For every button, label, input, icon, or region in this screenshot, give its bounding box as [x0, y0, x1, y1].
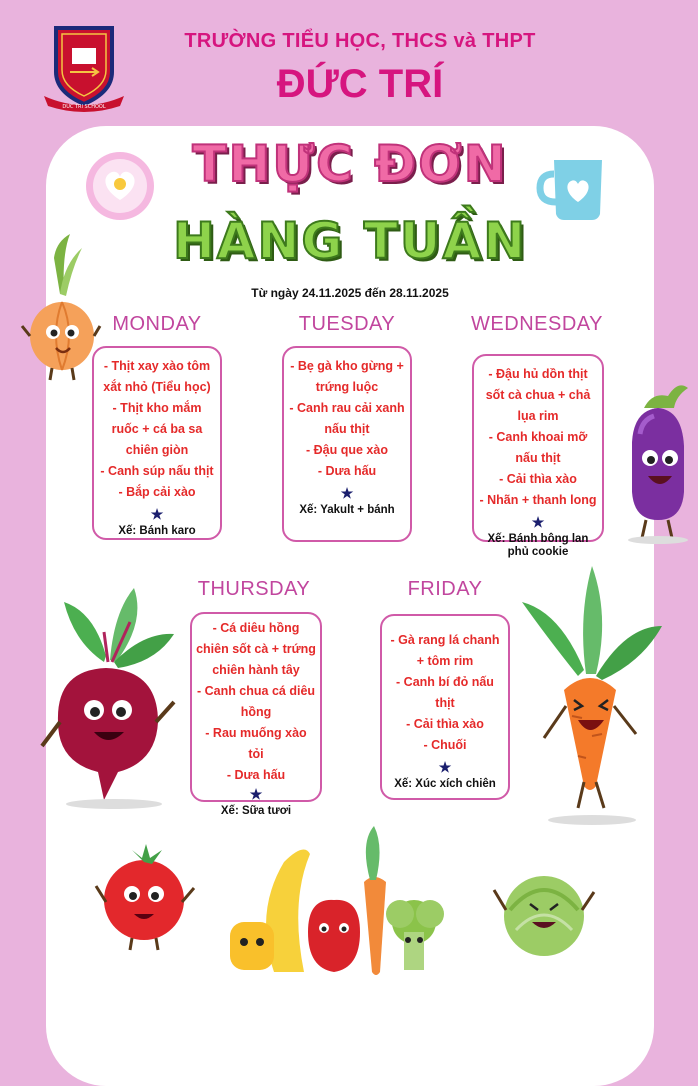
school-line: TRƯỜNG TIỂU HỌC, THCS và THPT — [184, 30, 536, 52]
fruits-group-characters — [224, 822, 474, 982]
day-label-tuesday: TUESDAY — [298, 313, 396, 335]
menu-item: - Canh rau cải xanh nấu thịt — [289, 401, 405, 436]
day-label-friday: FRIDAY — [407, 578, 483, 600]
title-line-1: THỰC ĐƠN — [192, 135, 508, 193]
menu-item: - Canh súp nấu thịt — [100, 464, 214, 478]
menu-box-friday — [380, 614, 510, 800]
star-icon: ★ — [249, 786, 263, 802]
menu-box-tuesday — [282, 346, 412, 542]
menu-item: - Bẹ gà kho gừng + trứng luộc — [290, 359, 404, 394]
snack-text: Xế: Sữa tươi — [220, 805, 292, 817]
menu-item: - Gà rang lá chanh + tôm rim — [390, 633, 500, 668]
star-icon: ★ — [531, 514, 545, 530]
menu-item: - Bắp cải xào — [118, 485, 196, 499]
title-line-2: HÀNG TUẦN — [172, 212, 528, 270]
school-name: ĐỨC TRÍ — [276, 62, 444, 106]
snack-text: Xế: Xúc xích chiên — [394, 778, 496, 790]
day-label-monday: MONDAY — [112, 313, 202, 335]
onion-character — [20, 234, 100, 380]
beet-character — [34, 582, 184, 812]
date-range: Từ ngày 24.11.2025 đến 28.11.2025 — [251, 286, 449, 300]
menu-box-monday — [92, 346, 222, 540]
menu-item: - Cá diêu hồng chiên sốt cà + trứng chiên hành tây — [196, 621, 316, 677]
menu-item: - Canh chua cá diêu hồng — [196, 684, 316, 719]
menu-item: - Dưa hấu — [226, 768, 286, 782]
snack-text: Xế: Bánh karo — [118, 525, 196, 537]
menu-item: - Đậu que xào — [306, 443, 388, 457]
menu-item: - Cải thìa xào — [499, 472, 577, 486]
logo-text: DUC TRI SCHOOL — [62, 104, 106, 110]
star-icon: ★ — [340, 485, 354, 501]
star-icon: ★ — [438, 759, 452, 775]
eggplant-character — [618, 374, 696, 544]
menu-item: - Rau muống xào tỏi — [205, 726, 307, 761]
day-label-wednesday: WEDNESDAY — [471, 313, 603, 335]
snack-text: Xế: Bánh bông lan phủ cookie — [487, 533, 589, 558]
day-label-thursday: THURSDAY — [197, 578, 311, 600]
snack-text: Xế: Yakult + bánh — [299, 504, 395, 516]
menu-item: - Chuối — [423, 738, 467, 752]
tomato-character — [92, 842, 202, 952]
star-icon: ★ — [150, 506, 164, 522]
carrot-character — [516, 566, 666, 828]
menu-item: - Thịt kho mắm ruốc + cá ba sa chiên giòn — [111, 401, 203, 457]
menu-item: - Dưa hấu — [317, 464, 377, 478]
menu-item: - Cải thìa xào — [406, 717, 484, 731]
menu-item: - Canh khoai mỡ nấu thịt — [488, 430, 588, 465]
menu-item: - Đậu hủ dồn thịt sốt cà chua + chả lụa rim — [485, 367, 591, 423]
menu-item: - Nhãn + thanh long — [479, 493, 597, 507]
menu-item: - Canh bí đỏ nấu thịt — [396, 675, 494, 710]
menu-box-wednesday — [472, 354, 604, 558]
menu-box-thursday — [190, 612, 322, 817]
menu-item: - Thịt xay xào tôm xắt nhỏ (Tiểu học) — [103, 359, 211, 394]
cabbage-character — [490, 860, 596, 960]
school-logo — [36, 18, 132, 114]
